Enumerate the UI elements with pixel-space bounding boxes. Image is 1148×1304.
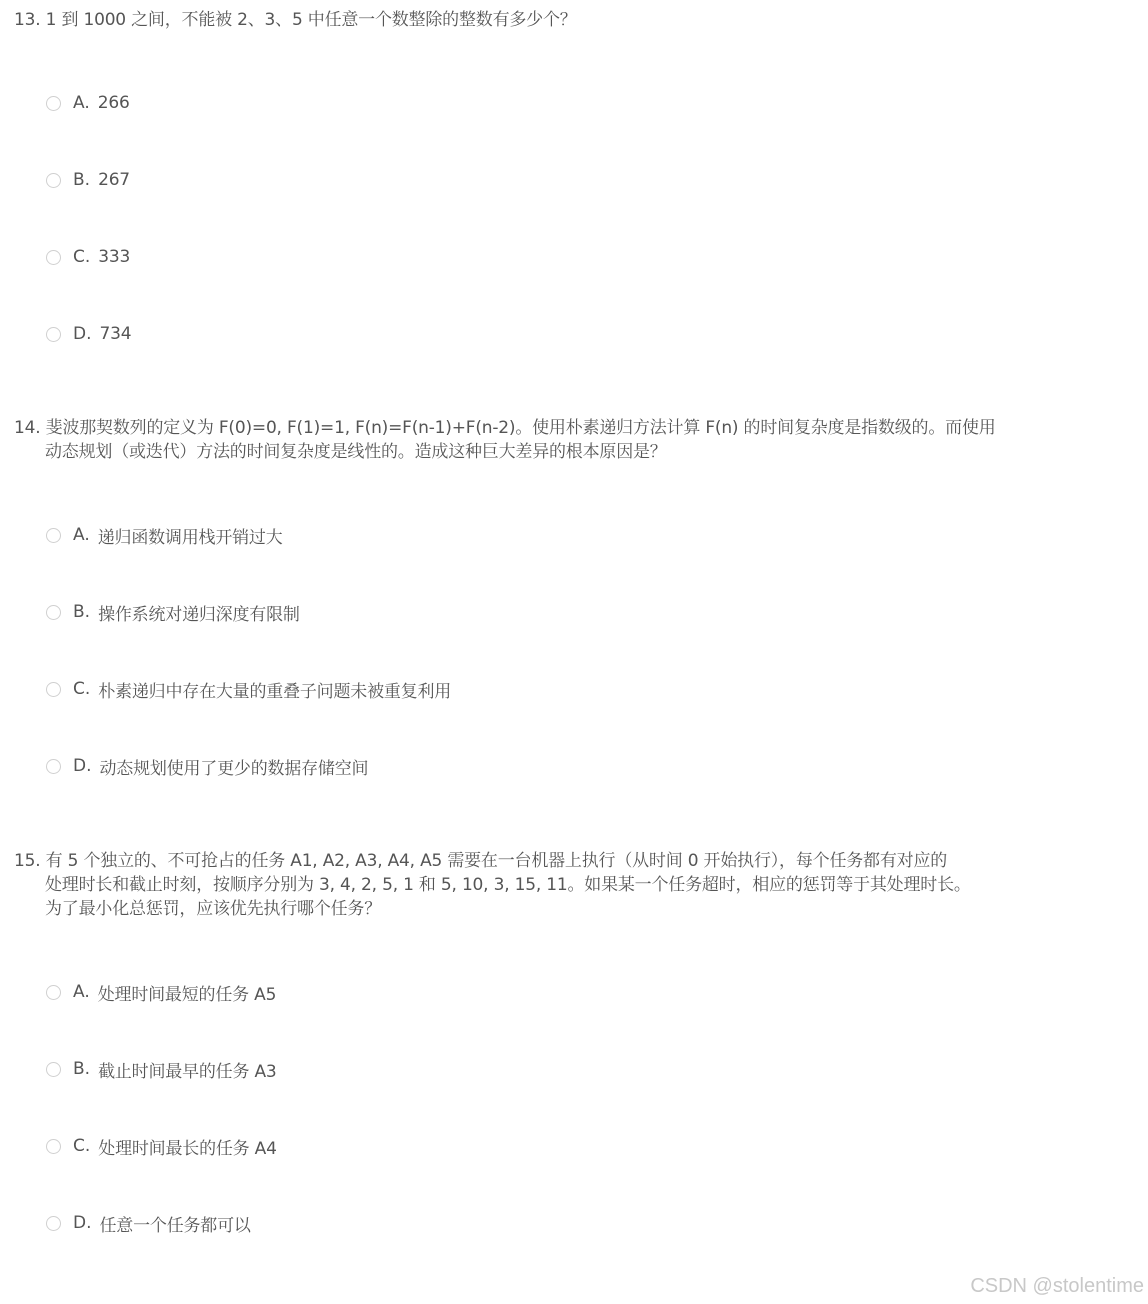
radio-button[interactable] [46, 173, 61, 188]
question-15-line-2: 处理时长和截止时刻，按顺序分别为 3, 4, 2, 5, 1 和 5, 10, 3, 15, 11。如果某一个任务超时，相应的惩罚等于其处理时长。 [45, 875, 971, 895]
radio-button[interactable] [46, 759, 61, 774]
option-text: 截止时间最早的任务 A3 [98, 1061, 277, 1082]
question-15-text [14, 849, 971, 921]
option-letter: D. [73, 1213, 92, 1233]
option-text: 动态规划使用了更少的数据存储空间 [99, 758, 369, 779]
option-text: 734 [99, 324, 132, 344]
question-14-option-a[interactable] [46, 523, 283, 547]
radio-button[interactable] [46, 250, 61, 265]
option-text: 操作系统对递归深度有限制 [98, 604, 300, 625]
option-letter: D. [73, 756, 92, 776]
option-letter: C. [73, 247, 91, 267]
option-text: 266 [97, 93, 130, 113]
question-13-option-b[interactable] [46, 168, 130, 192]
question-14-option-c[interactable] [46, 677, 451, 701]
option-letter: A. [73, 525, 90, 545]
question-13-option-a[interactable] [46, 91, 130, 115]
question-15-option-a[interactable] [46, 980, 276, 1004]
radio-button[interactable] [46, 528, 61, 543]
option-letter: A. [73, 982, 90, 1002]
radio-button[interactable] [46, 1216, 61, 1231]
question-15-option-b[interactable] [46, 1057, 277, 1081]
question-15-line-1: 15. 有 5 个独立的、不可抢占的任务 A1, A2, A3, A4, A5 需要在一台机器上执行（从时间 0 开始执行），每个任务都有对应的 [14, 851, 948, 871]
option-text: 333 [98, 247, 131, 267]
question-14-option-d[interactable] [46, 754, 368, 778]
option-letter: A. [73, 93, 90, 113]
option-letter: B. [73, 1059, 91, 1079]
radio-button[interactable] [46, 1139, 61, 1154]
option-letter: D. [73, 324, 92, 344]
question-14-option-b[interactable] [46, 600, 300, 624]
question-13-text [14, 8, 577, 32]
question-15-line-3: 为了最小化总惩罚，应该优先执行哪个任务？ [45, 899, 381, 919]
radio-button[interactable] [46, 682, 61, 697]
question-14-line-2: 动态规划（或迭代）方法的时间复杂度是线性的。造成这种巨大差异的根本原因是？ [45, 442, 667, 462]
radio-button[interactable] [46, 1062, 61, 1077]
question-15-option-c[interactable] [46, 1134, 277, 1158]
question-13-option-c[interactable] [46, 245, 130, 269]
question-13-line-1: 13. 1 到 1000 之间，不能被 2、3、5 中任意一个数整除的整数有多少个？ [14, 10, 577, 30]
question-15-option-d[interactable] [46, 1211, 251, 1235]
question-14-line-1: 14. 斐波那契数列的定义为 F(0)=0, F(1)=1, F(n)=F(n-1)+F(n-2)。使用朴素递归方法计算 F(n) 的时间复杂度是指数级的。而使用 [14, 418, 996, 438]
option-letter: B. [73, 602, 91, 622]
option-letter: B. [73, 170, 91, 190]
radio-button[interactable] [46, 985, 61, 1000]
radio-button[interactable] [46, 605, 61, 620]
option-text: 任意一个任务都可以 [99, 1215, 251, 1236]
question-14-text [14, 416, 996, 464]
option-letter: C. [73, 1136, 91, 1156]
option-letter: C. [73, 679, 91, 699]
option-text: 递归函数调用栈开销过大 [97, 527, 283, 548]
question-13-option-d[interactable] [46, 322, 131, 346]
option-text: 处理时间最短的任务 A5 [97, 984, 277, 1005]
option-text: 处理时间最长的任务 A4 [98, 1138, 277, 1159]
option-text: 267 [98, 170, 130, 190]
csdn-watermark: CSDN @stolentime [970, 1275, 1144, 1297]
radio-button[interactable] [46, 327, 61, 342]
radio-button[interactable] [46, 96, 61, 111]
option-text: 朴素递归中存在大量的重叠子问题未被重复利用 [98, 681, 452, 702]
